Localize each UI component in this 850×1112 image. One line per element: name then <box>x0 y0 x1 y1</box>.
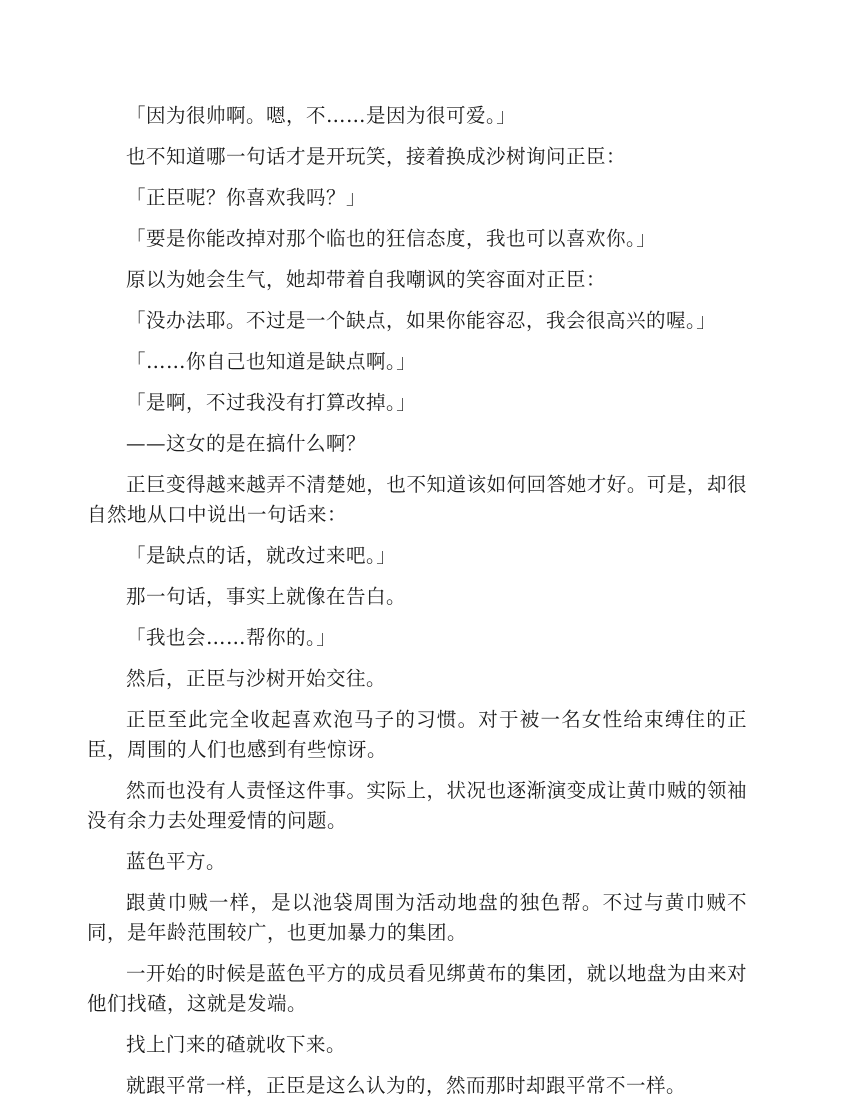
text-body <box>87 101 747 1112</box>
paragraph: 那一句话，事实上就像在告白。 <box>126 585 407 608</box>
paragraph: 一开始的时候是蓝色平方的成员看见绑黄布的集团，就以地盘为由来对他们找碴，这就是发端。 <box>87 962 747 1015</box>
paragraph: 「我也会……帮你的。」 <box>126 626 337 649</box>
paragraph: 然后，正臣与沙树开始交往。 <box>126 667 387 690</box>
paragraph: 找上门来的碴就收下来。 <box>126 1033 347 1056</box>
paragraph: 「是啊，不过我没有打算改掉。」 <box>126 391 417 414</box>
paragraph: 然而也没有人责怪这件事。实际上，状况也逐渐演变成让黄巾贼的领袖没有余力去处理爱情的问题。 <box>87 779 747 832</box>
paragraph: 正巨变得越来越弄不清楚她，也不知道该如何回答她才好。可是，却很自然地从口中说出一句话来： <box>87 473 747 526</box>
paragraph: 原以为她会生气，她却带着自我嘲讽的笑容面对正臣： <box>126 268 607 291</box>
paragraph: 也不知道哪一句话才是开玩笑，接着换成沙树询问正臣： <box>126 145 627 168</box>
paragraph: 正臣至此完全收起喜欢泡马子的习惯。对于被一名女性给束缚住的正臣，周围的人们也感到有些惊讶。 <box>87 708 747 761</box>
paragraph: 「因为很帅啊。嗯，不……是因为很可爱。」 <box>126 104 517 127</box>
paragraph: 就跟平常一样，正臣是这么认为的，然而那时却跟平常不一样。 <box>126 1074 687 1097</box>
paragraph: 「要是你能改掉对那个临也的狂信态度，我也可以喜欢你。」 <box>126 227 657 250</box>
paragraph: 「……你自己也知道是缺点啊。」 <box>126 350 417 373</box>
paragraph: 「正臣呢？你喜欢我吗？」 <box>126 186 367 209</box>
paragraph: ——这女的是在搞什么啊？ <box>126 432 367 455</box>
paragraph: 蓝色平方。 <box>126 850 227 873</box>
paragraph: 跟黄巾贼一样，是以池袋周围为活动地盘的独色帮。不过与黄巾贼不同，是年龄范围较广，也更加暴力的集团。 <box>87 891 747 944</box>
paragraph: 「是缺点的话，就改过来吧。」 <box>126 544 397 567</box>
paragraph: 「没办法耶。不过是一个缺点，如果你能容忍，我会很高兴的喔。」 <box>126 309 717 332</box>
